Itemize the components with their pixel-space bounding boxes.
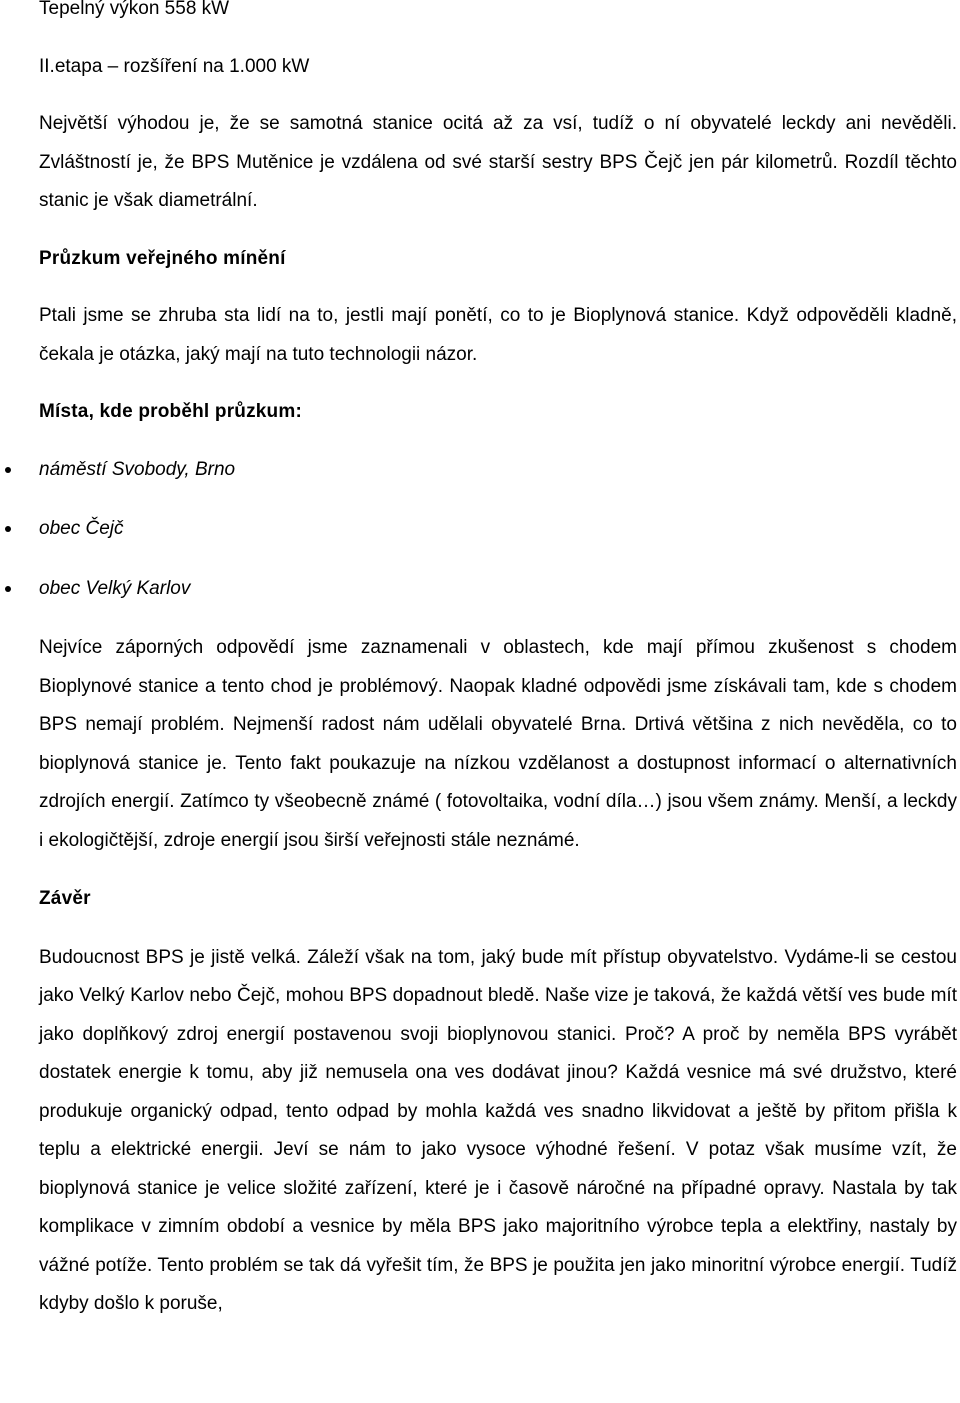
results-paragraph: Nejvíce záporných odpovědí jsme zaznamenali v oblastech, kde mají přímou zkušenost s chodem Bioplynové stanice a tento chod je problémový. Naopak kladné odpovědi jsme získávali tam, kde s chodem BPS nemají problém. Nejmenší radost nám udělali obyvatelé Brna. Drtivá většina z nich nevěděla, co to bioplynová stanice je. Tento fakt poukazuje na nízkou vzdělanost a dostupnost informací o alternativních zdrojích energií. Zatímco ty všeobecně známé ( fotovoltaika, vodní díla…) jsou všem známy. Menší, a leckdy i ekologičtější, zdroje energií jsou širší veřejnosti stále neznámé. bbox=[39, 637, 957, 851]
list-item bbox=[39, 570, 957, 609]
conclusion-heading: Závěr bbox=[39, 888, 91, 909]
list-item bbox=[39, 510, 957, 549]
bullet-icon bbox=[5, 467, 11, 473]
stage-line: II.etapa – rozšíření na 1.000 kW bbox=[39, 55, 310, 77]
places-heading: Místa, kde proběhl průzkum: bbox=[39, 401, 302, 422]
bullet-icon bbox=[5, 586, 11, 592]
places-list bbox=[39, 451, 957, 609]
place-label: náměstí Svobody, Brno bbox=[39, 458, 236, 480]
place-label: obec Čejč bbox=[39, 518, 124, 539]
list-item bbox=[39, 451, 957, 490]
place-label: obec Velký Karlov bbox=[39, 577, 191, 599]
conclusion-paragraph: Budoucnost BPS je jistě velká. Záleží však na tom, jaký bude mít přístup obyvatelstvo. Vydáme-li se cestou jako Velký Karlov nebo Čejč, mohou BPS dopadnout bledě. Naše vize je taková, že každá větší ves bude mít jako doplňkový zdroj energií postavenou svoji bioplynovou stanici. Proč? A proč by neměla BPS vyrábět dostatek energie k tomu, aby již nemusela ona ves dodávat jinou? Každá vesnice má své družstvo, které produkuje organický odpad, tento odpad by mohla každá ves snadno likvidovat a ještě by přitom přišla k teplu a elektrické energii. Jeví se nám to jako vysoce výhodné řešení. V potaz však musíme vzít, že bioplynová stanice je velice složité zařízení, které je i časově náročné na případné opravy. Nastala by tak komplikace v zimním období a vesnice by měla BPS jako majoritního výrobce tepla a elektřiny, nastaly by vážné potíže. Tento problém se tak dá vyřešit tím, že BPS je použita jen jako minoritní výrobce energií. Tudíž kdyby došlo k poruše, bbox=[39, 946, 957, 1314]
power-line: Tepelný výkon 558 kW bbox=[39, 0, 230, 19]
survey-heading: Průzkum veřejného mínění bbox=[39, 247, 286, 269]
bullet-icon bbox=[5, 526, 11, 532]
intro-paragraph: Největší výhodou je, že se samotná stanice ocitá až za vsí, tudíž o ní obyvatelé leckdy ani nevěděli. Zvláštností je, že BPS Mutěnice je vzdálena od své starší sestry BPS Čejč jen pár kilometrů. Rozdíl těchto stanic je však diametrální. bbox=[39, 113, 957, 211]
survey-paragraph: Ptali jsme se zhruba sta lidí na to, jestli mají ponětí, co to je Bioplynová stanice. Když odpověděli kladně, čekala je otázka, jaký mají na tuto technologii názor. bbox=[39, 305, 957, 365]
document-page bbox=[39, 0, 957, 1324]
